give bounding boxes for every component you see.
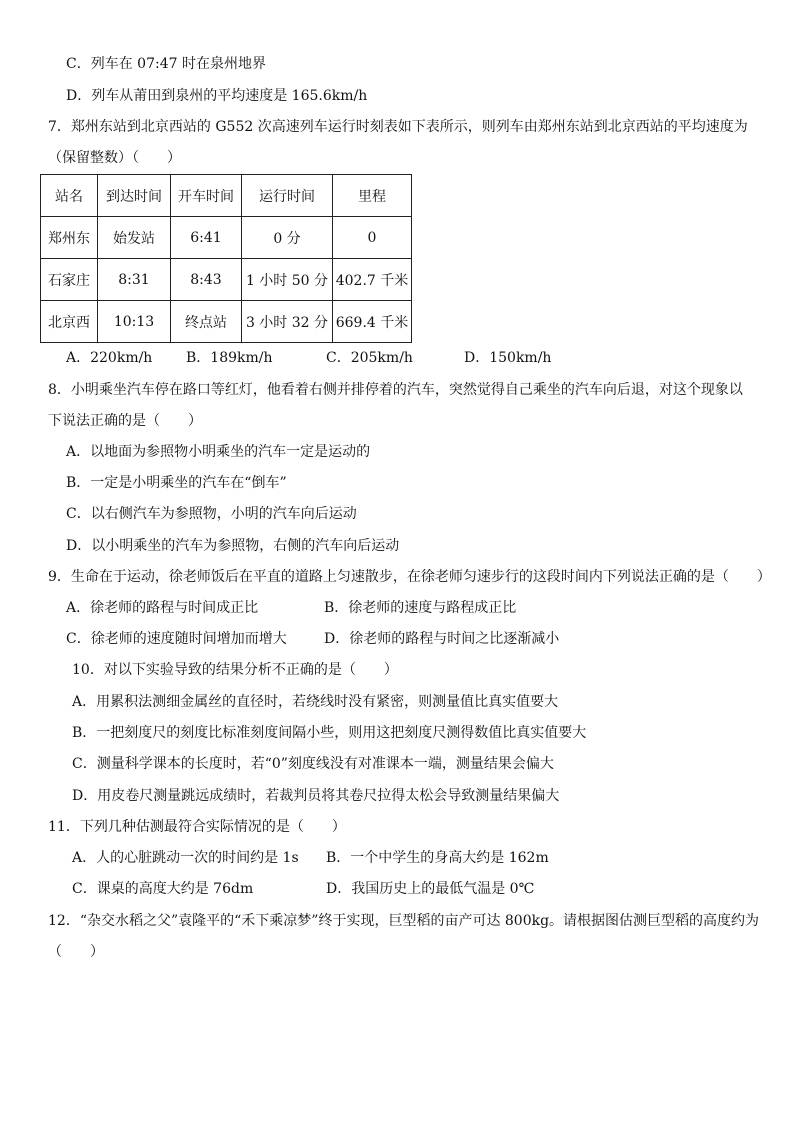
q11-option-b: B．一个中学生的身高大约是 162m [326, 850, 549, 866]
q8-option-d: D．以小明乘坐的汽车为参照物，右侧的汽车向后运动 [66, 538, 400, 554]
q8-option-b: B．一定是小明乘坐的汽车在“倒车” [66, 475, 287, 491]
table-cell: 1 小时 50 分 [242, 259, 333, 301]
q12-stem-line1: 12．“杂交水稻之父”袁隆平的“禾下乘凉梦”终于实现，巨型稻的亩产可达 800kg。请根据图估测巨型稻的高度约为 [48, 913, 760, 929]
q9-option-a: A．徐老师的路程与时间成正比 [66, 600, 259, 616]
q8-stem-line2: 下说法正确的是（ ） [48, 413, 202, 429]
q11-option-a: A．人的心脏跳动一次的时间约是 1s [72, 850, 299, 866]
q11-option-c: C．课桌的高度大约是 76dm [72, 881, 254, 897]
table-header-cell: 站名 [41, 175, 98, 217]
q7-stem-line2: （保留整数）（ ） [48, 150, 181, 166]
table-cell: 669.4 千米 [333, 301, 412, 343]
table-cell: 8:43 [171, 259, 242, 301]
q12-stem-line2: （ ） [48, 944, 104, 960]
table-cell: 8:31 [98, 259, 171, 301]
q10-option-d: D．用皮卷尺测量跳远成绩时，若裁判员将其卷尺拉得太松会导致测量结果偏大 [72, 788, 560, 804]
table-header-cell: 开车时间 [171, 175, 242, 217]
table-cell: 6:41 [171, 217, 242, 259]
table-cell: 3 小时 32 分 [242, 301, 333, 343]
q10-option-a: A．用累积法测细金属丝的直径时，若绕线时没有紧密，则测量值比真实值要大 [72, 694, 559, 710]
table-cell: 始发站 [98, 217, 171, 259]
table-cell: 石家庄 [41, 259, 98, 301]
q10-option-c: C．测量科学课本的长度时，若“0”刻度线没有对准课本一端，测量结果会偏大 [72, 756, 554, 772]
table-row [41, 259, 412, 301]
q6-option-d: D．列车从莆田到泉州的平均速度是 165.6km/h [66, 88, 368, 104]
q8-option-c: C．以右侧汽车为参照物，小明的汽车向后运动 [66, 506, 357, 522]
q7-stem-line1: 7．郑州东站到北京西站的 G552 次高速列车运行时刻表如下表所示，则列车由郑州东站到北京西站的平均速度为 [48, 119, 748, 135]
q9-stem: 9．生命在于运动，徐老师饭后在平直的道路上匀速散步，在徐老师匀速步行的这段时间内下列说法正确的是（ ） [48, 569, 771, 585]
q7-option-c: C．205km/h [326, 350, 413, 366]
q11-stem: 11．下列几种估测最符合实际情况的是（ ） [48, 819, 346, 835]
q7-option-d: D．150km/h [464, 350, 552, 366]
q7-option-a: A．220km/h [66, 350, 153, 366]
table-cell: 402.7 千米 [333, 259, 412, 301]
q9-option-c: C．徐老师的速度随时间增加而增大 [66, 631, 287, 647]
q10-stem: 10．对以下实验导致的结果分析不正确的是（ ） [72, 662, 398, 678]
q8-stem-line1: 8．小明乘坐汽车停在路口等红灯，他看着右侧并排停着的汽车，突然觉得自己乘坐的汽车向后退，对这个现象以 [48, 382, 743, 398]
table-row [41, 217, 412, 259]
table-header-cell: 到达时间 [98, 175, 171, 217]
q7-timetable [40, 174, 412, 343]
q6-option-c: C．列车在 07:47 时在泉州地界 [66, 56, 266, 72]
q9-option-d: D．徐老师的路程与时间之比逐渐减小 [324, 631, 560, 647]
table-cell: 北京西 [41, 301, 98, 343]
q11-option-d: D．我国历史上的最低气温是 0℃ [326, 881, 535, 897]
table-header-row [41, 175, 412, 217]
q9-option-b: B．徐老师的速度与路程成正比 [324, 600, 517, 616]
table-cell: 终点站 [171, 301, 242, 343]
q7-option-b: B．189km/h [186, 350, 273, 366]
table-row [41, 301, 412, 343]
table-cell: 郑州东 [41, 217, 98, 259]
table-cell: 0 分 [242, 217, 333, 259]
table-header-cell: 运行时间 [242, 175, 333, 217]
q10-option-b: B．一把刻度尺的刻度比标准刻度间隔小些，则用这把刻度尺测得数值比真实值要大 [72, 725, 587, 741]
table-cell: 10:13 [98, 301, 171, 343]
table-cell: 0 [333, 217, 412, 259]
q8-option-a: A．以地面为参照物小明乘坐的汽车一定是运动的 [66, 444, 371, 460]
table-header-cell: 里程 [333, 175, 412, 217]
